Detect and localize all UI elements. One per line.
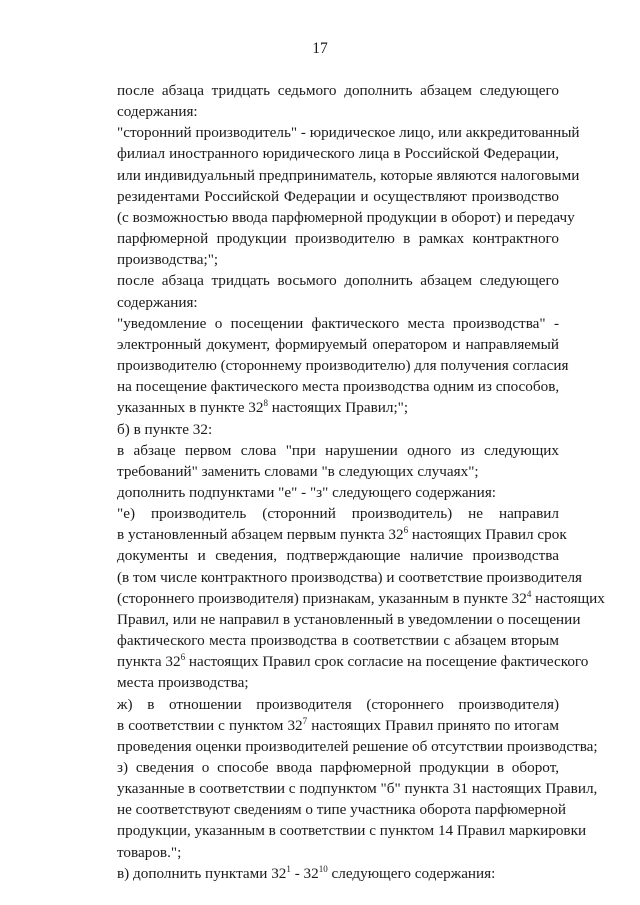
text-line: после абзаца тридцать седьмого дополнить абзацем следующего (117, 82, 559, 99)
text-line: резидентами Российской Федерации и осуществляют производство (117, 187, 559, 205)
text-line: в абзаце первом слова "при нарушении одного из следующих (117, 441, 559, 459)
text-line: (стороннего производителя) признакам, указанным в пункте $32^4$ настоящих (117, 588, 605, 607)
text-line: в установленный абзацем первым пункта $32^6$ настоящих Правил срок (117, 525, 567, 544)
text-line: продукции, указанным в соответствии с пунктом 14 Правил маркировки (117, 822, 587, 840)
text-line: указанные в соответствии с подпунктом "б" пункта 31 настоящих Правил, (117, 780, 598, 798)
text-line: в) дополнить пунктами $32^1 - 32^{10}$ следующего содержания: (117, 863, 496, 882)
paragraph (79, 863, 559, 884)
paragraph (79, 80, 559, 122)
text-line: производства;"; (117, 251, 219, 269)
document-body (79, 80, 605, 884)
text-line: производителю (стороннему производителю) для получения согласия (117, 357, 569, 375)
text-line: (в том числе контрактного производства) и соответствие производителя (117, 568, 583, 586)
text-line: проведения оценки производителей решение об отсутствии производства; (117, 737, 598, 755)
paragraph (79, 122, 580, 270)
text-line: указанных в пункте $32^8$ настоящих Правил;"; (117, 398, 409, 417)
text-line: "уведомление о посещении фактического места производства" - (117, 314, 559, 332)
page-number: 17 (312, 40, 328, 57)
text-line: (с возможностью ввода парфюмерной продукции в оборот) и передачу (117, 208, 575, 226)
text-line: не соответствуют сведениям о типе участника оборота парфюмерной (117, 801, 566, 819)
text-line: б) в пункте 32: (117, 420, 213, 438)
text-line: фактического места производства в соответствии с абзацем вторым (117, 632, 559, 650)
text-line: содержания: (117, 293, 198, 311)
text-line: на посещение фактического места производства одним из способов, (117, 378, 560, 396)
text-line: содержания: (117, 103, 198, 121)
paragraph (79, 313, 569, 419)
text-line: места производства; (117, 674, 249, 692)
paragraph (79, 694, 598, 757)
text-line: парфюмерной продукции производителю в рамках контрактного (117, 230, 559, 248)
paragraph (79, 440, 559, 482)
text-line: "е) производитель (сторонний производитель) не направил (117, 505, 559, 523)
text-line: з) сведения о способе ввода парфюмерной продукции в оборот, (117, 759, 559, 776)
text-line: или индивидуальный предприниматель, которые являются налоговыми (117, 166, 580, 184)
paragraph (79, 503, 605, 693)
text-line: электронный документ, формируемый оператором и направляемый (117, 335, 559, 353)
text-line: Правил, или не направил в установленный в уведомлении о посещении (117, 610, 581, 628)
text-line: дополнить подпунктами "е" - "з" следующего содержания: (117, 483, 497, 501)
text-line: после абзаца тридцать восьмого дополнить абзацем следующего (117, 272, 559, 290)
paragraph (79, 419, 559, 440)
text-line: товаров."; (117, 843, 182, 861)
paragraph (79, 270, 559, 312)
paragraph (79, 757, 598, 863)
text-line: "сторонний производитель" - юридическое лицо, или аккредитованный (117, 124, 580, 142)
text-line: филиал иностранного юридического лица в Российской Федерации, (117, 145, 559, 163)
text-line: документы и сведения, подтверждающие наличие производства (117, 547, 559, 565)
text-line: пункта $32^6$ настоящих Правил срок согласие на посещение фактического (117, 652, 589, 671)
paragraph (79, 482, 559, 503)
text-line: ж) в отношении производителя (стороннего производителя) (117, 695, 559, 713)
text-line: в соответствии с пунктом $32^7$ настоящих Правил принято по итогам (117, 715, 559, 734)
text-line: требований" заменить словами "в следующих случаях"; (117, 462, 479, 480)
